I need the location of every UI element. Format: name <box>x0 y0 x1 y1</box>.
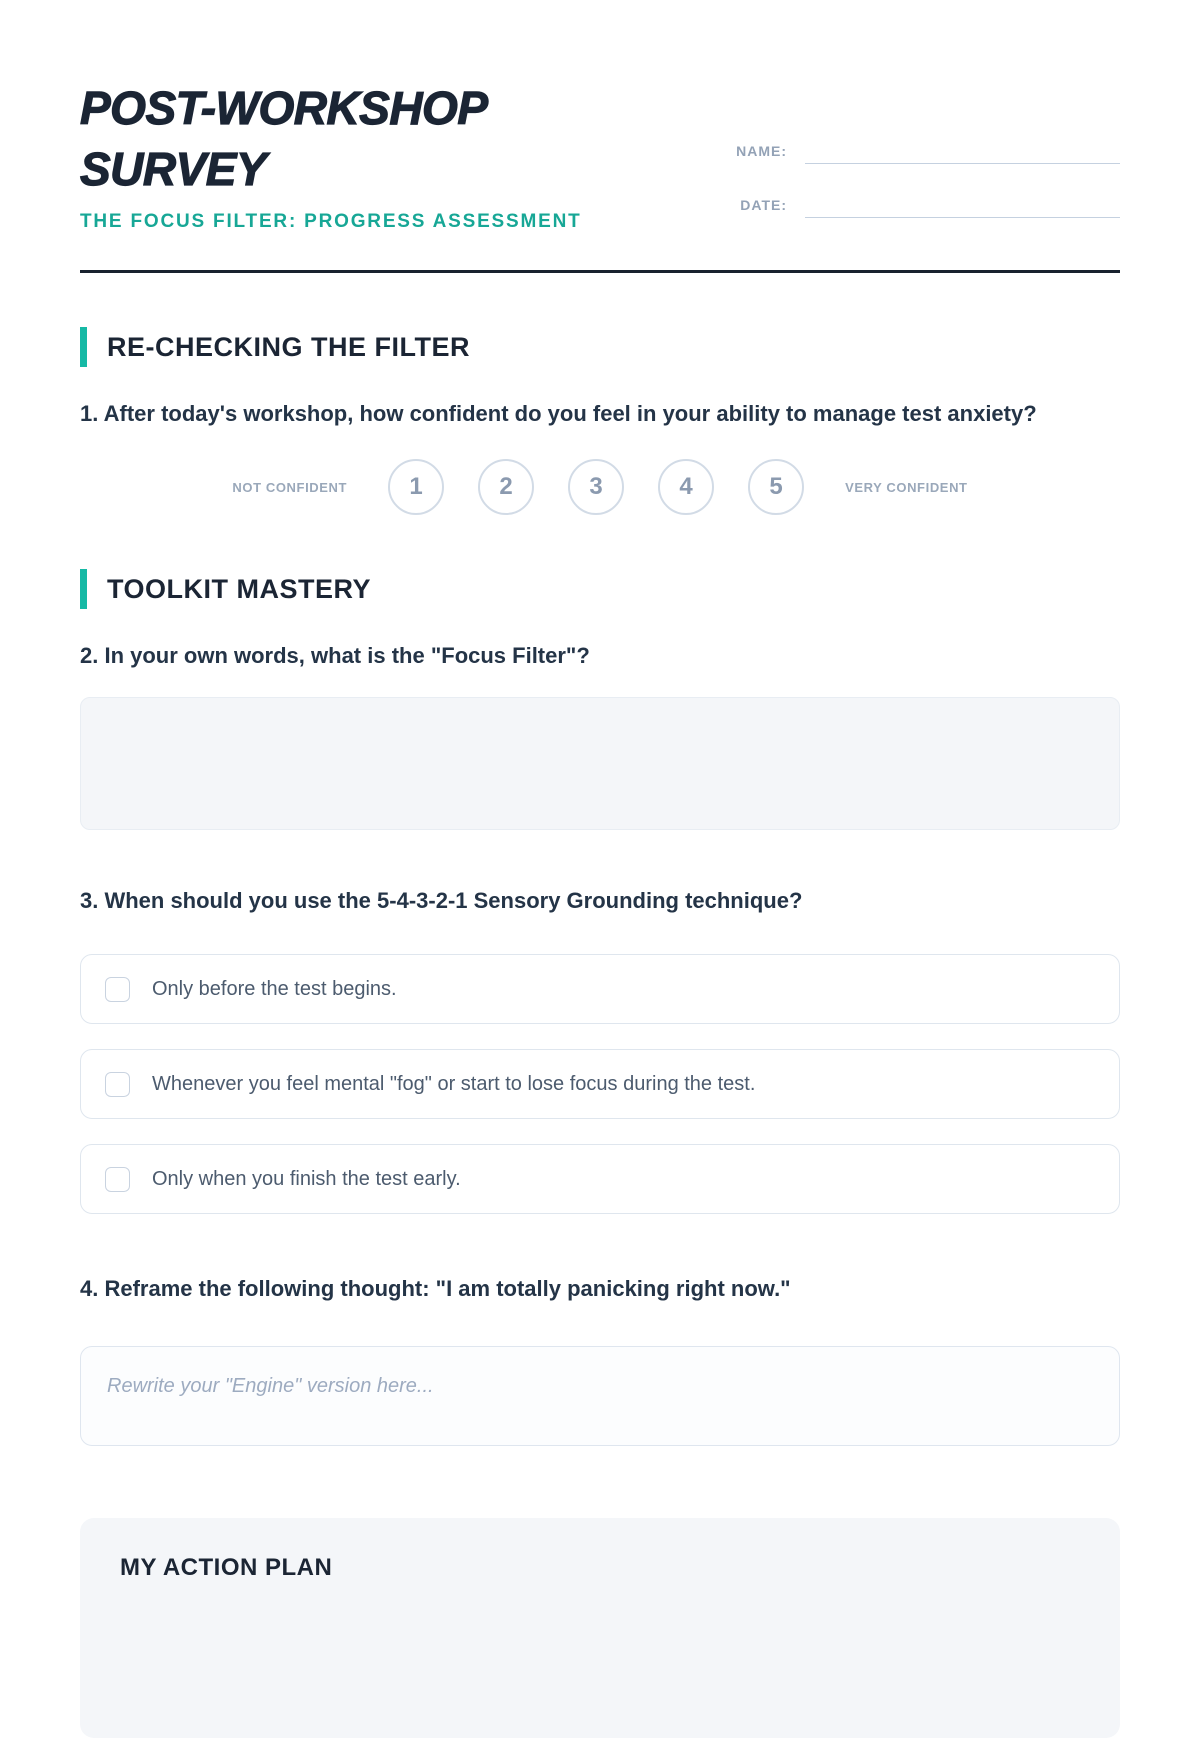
section-accent-bar <box>80 327 87 367</box>
question-2: 2. In your own words, what is the "Focus Filter"? <box>80 643 590 668</box>
name-label: NAME: <box>736 143 787 159</box>
action-plan-title: MY ACTION PLAN <box>120 1554 333 1581</box>
name-input[interactable] <box>805 136 1120 164</box>
page-title <box>80 78 582 199</box>
rating-option-5[interactable]: 5 <box>748 459 804 515</box>
action-plan-card <box>80 1518 1120 1738</box>
checkbox-icon[interactable] <box>105 977 130 1002</box>
rating-option-2[interactable]: 2 <box>478 459 534 515</box>
date-field-row <box>715 190 1120 218</box>
page-subtitle: THE FOCUS FILTER: PROGRESS ASSESSMENT <box>80 211 582 233</box>
section-title: TOOLKIT MASTERY <box>107 573 371 604</box>
name-date-fields <box>715 136 1120 244</box>
question-3-option-1[interactable] <box>80 954 1120 1024</box>
section-title: RE-CHECKING THE FILTER <box>107 331 470 362</box>
option-label: Only before the test begins. <box>152 977 397 1000</box>
page-title-line1: POST-WORKSHOP <box>80 82 488 134</box>
option-label: Only when you finish the test early. <box>152 1167 461 1190</box>
question-4: 4. Reframe the following thought: "I am totally panicking right now." <box>80 1276 791 1301</box>
rating-max-label: VERY CONFIDENT <box>845 479 968 495</box>
option-label: Whenever you feel mental "fog" or start to lose focus during the test. <box>152 1072 756 1095</box>
question-4-answer-area[interactable] <box>80 1346 1120 1446</box>
header-divider <box>80 270 1120 273</box>
section-recheck-filter <box>80 327 1120 367</box>
question-3-option-2[interactable] <box>80 1049 1120 1119</box>
rating-option-1[interactable]: 1 <box>388 459 444 515</box>
page-title-line2: SURVEY <box>80 142 267 195</box>
checkbox-icon[interactable] <box>105 1072 130 1097</box>
checkbox-icon[interactable] <box>105 1167 130 1192</box>
date-input[interactable] <box>805 190 1120 218</box>
confidence-rating-scale <box>80 459 1120 515</box>
rating-option-4[interactable]: 4 <box>658 459 714 515</box>
date-label: DATE: <box>740 197 787 213</box>
question-3: 3. When should you use the 5-4-3-2-1 Sensory Grounding technique? <box>80 888 803 913</box>
section-toolkit-mastery <box>80 569 1120 609</box>
question-1: 1. After today's workshop, how confident do you feel in your ability to manage test anxiety? <box>80 401 1037 426</box>
name-field-row <box>715 136 1120 164</box>
section-accent-bar <box>80 569 87 609</box>
rating-min-label: NOT CONFIDENT <box>232 479 348 495</box>
title-block <box>80 78 582 233</box>
question-3-option-3[interactable] <box>80 1144 1120 1214</box>
question-2-answer-area[interactable] <box>80 697 1120 830</box>
rating-option-3[interactable]: 3 <box>568 459 624 515</box>
header <box>80 78 1120 244</box>
